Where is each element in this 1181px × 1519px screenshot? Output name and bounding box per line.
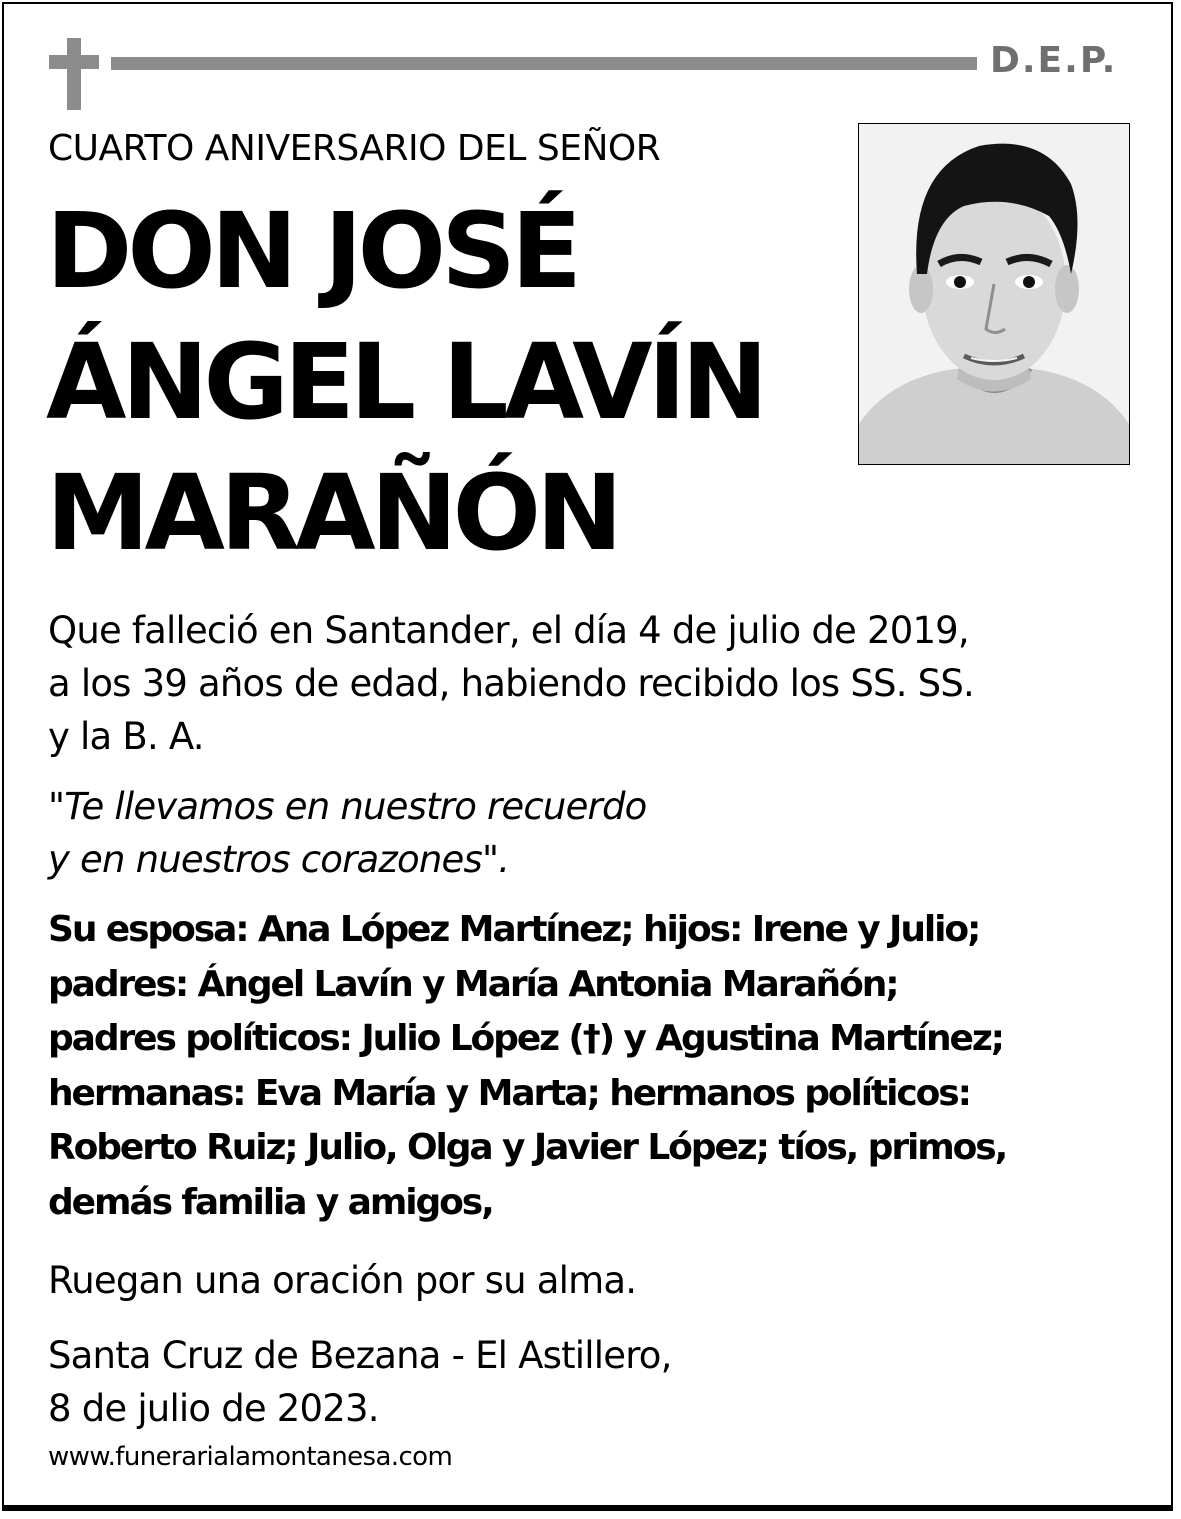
name-line: ÁNGEL LAVÍN: [46, 321, 764, 443]
family-line: Su esposa: Ana López Martínez; hijos: Irene y Julio;: [48, 909, 980, 950]
family-line: padres: Ángel Lavín y María Antonia Marañón;: [48, 963, 898, 1005]
date-line: 8 de julio de 2023.: [48, 1387, 379, 1430]
family-line: padres políticos: Julio López (†) y Agustina Martínez;: [48, 1018, 1003, 1059]
anniversary-subtitle: CUARTO ANIVERSARIO DEL SEÑOR: [48, 128, 661, 169]
family-line: demás familia y amigos,: [48, 1181, 493, 1223]
deceased-name: [46, 186, 836, 579]
death-line: Que falleció en Santander, el día 4 de julio de 2019,: [48, 609, 969, 652]
family-line: Roberto Ruiz; Julio, Olga y Javier López; tíos, primos,: [48, 1127, 1007, 1168]
website-link[interactable]: www.funerarialamontanesa.com: [48, 1442, 453, 1472]
place-line: Santa Cruz de Bezana - El Astillero,: [48, 1334, 672, 1377]
portrait-photo: [858, 123, 1130, 465]
family-list: [48, 903, 1006, 1230]
quote-line: y en nuestros corazones".: [48, 838, 510, 881]
name-line: MARAÑÓN: [46, 452, 619, 574]
portrait-illustration: [859, 124, 1129, 464]
dep-label: D.E.P.: [990, 40, 1118, 81]
death-line: a los 39 años de edad, habiendo recibido los SS. SS.: [48, 662, 974, 705]
quote-line: "Te llevamos en nuestro recuerdo: [48, 785, 647, 828]
death-details: [48, 604, 974, 763]
family-line: hermanas: Eva María y Marta; hermanos políticos:: [48, 1072, 970, 1114]
top-rule: [111, 57, 977, 70]
cross-icon: [49, 38, 99, 110]
death-line: y la B. A.: [48, 715, 204, 758]
name-line: DON JOSÉ: [46, 190, 578, 312]
place-and-date: [48, 1329, 672, 1435]
memorial-quote: [48, 780, 647, 886]
prayer-request: Ruegan una oración por su alma.: [48, 1259, 637, 1302]
